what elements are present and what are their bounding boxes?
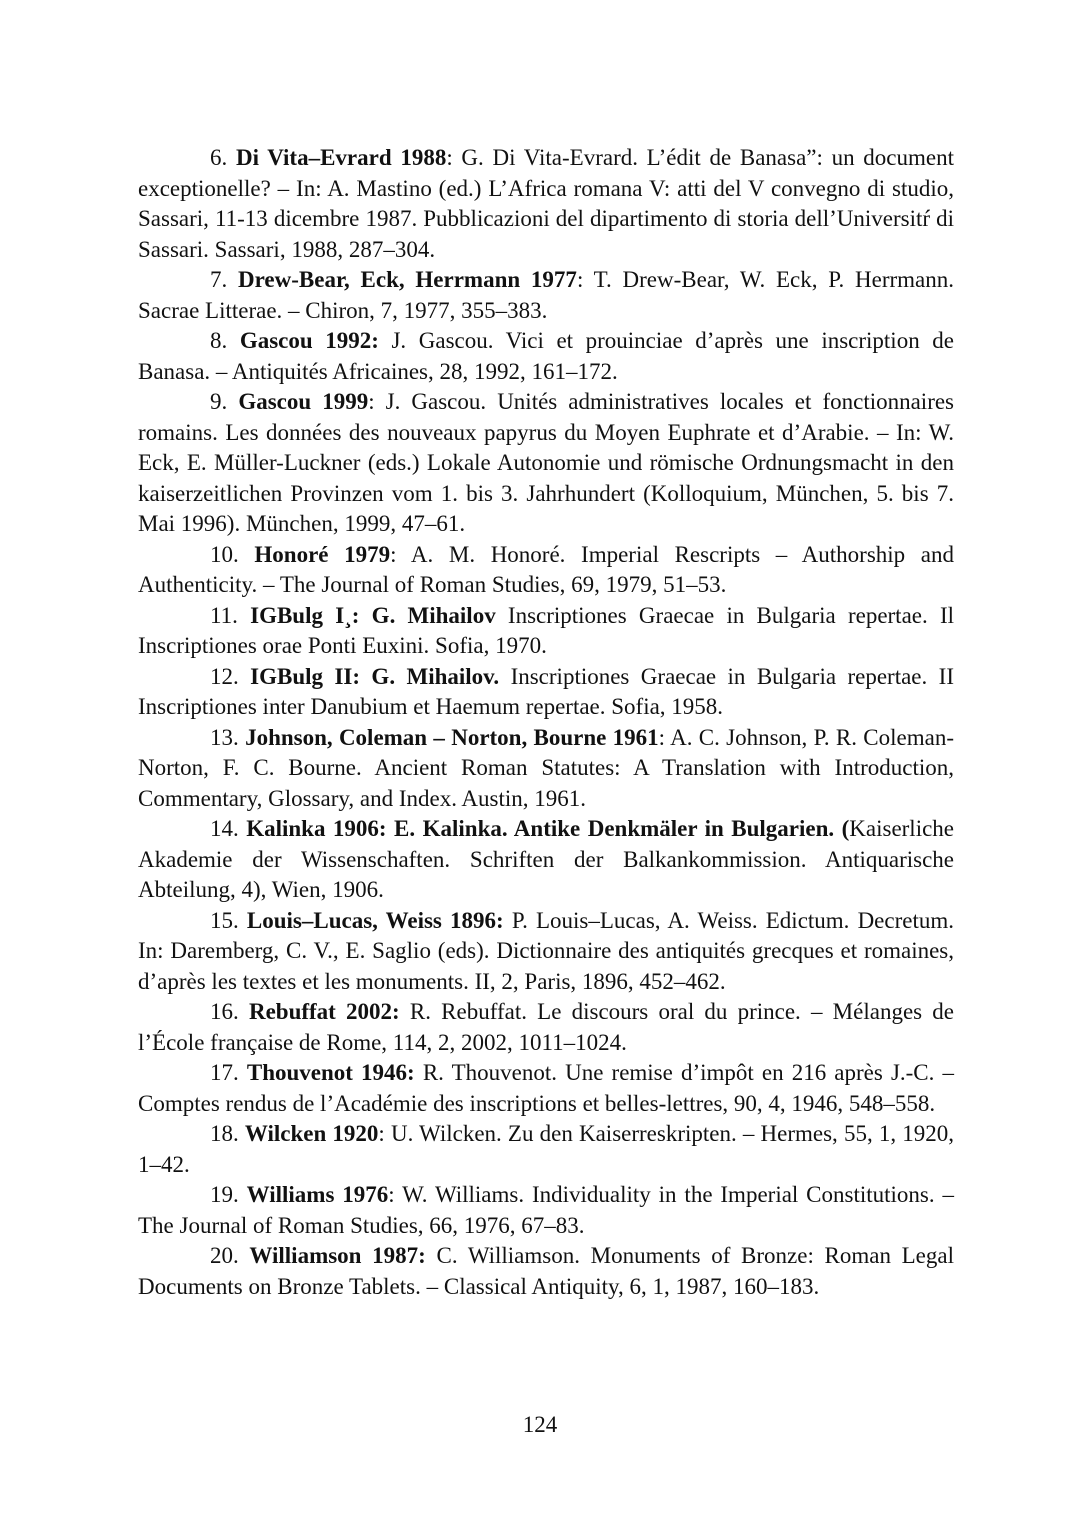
reference-entry: 17. Thouvenot 1946: R. Thouvenot. Une remise d’impôt en 216 après J.-C. – Comptes rendus de l’Académie des inscriptions et belles-lettres, 90, 4, 1946, 548–558.	[138, 1060, 955, 1116]
reference-key: Thouvenot 1946:	[246, 1060, 415, 1085]
reference-entry: 12. IGBulg II: G. Mihailov. Inscriptiones Graecae in Bulgaria repertae. II Inscriptiones inter Danubium et Haemum repertae. Sofia, 1958.	[138, 663, 954, 719]
reference-entry: 19. Williams 1976: W. Williams. Individuality in the Imperial Constitutions. – The Journal of Roman Studies, 66, 1976, 67–83.	[138, 1182, 955, 1238]
reference-entry: 9. Gascou 1999: J. Gascou. Unités administratives locales et fonctionnaires romains. Les données des nouveaux papyrus du Moyen Euphrate et d’Arabie. – In: W. Eck, E. Müller-Luckner (eds.) Lokale Autonomie und römische Ordnungsmacht in den kaiserzeitlichen Provinzen vom 1. bis 3. Jahrhundert (Kolloquium, München, 5. bis 7. Mai 1996). München, 1999, 47–61.	[138, 389, 955, 536]
reference-key: Rebuffat 2002:	[248, 999, 400, 1024]
reference-entry: 6. Di Vita–Evrard 1988: G. Di Vita-Evrard. L’édit de Banasa”: un document exceptionelle? – In: A. Mastino (ed.) L’Africa romana V: atti del V convegno di studio, Sassari, 11-13 dicembre 1987. Pubblicazioni del dipartimento di storia dell’Universitŕ di Sassari. Sassari, 1988, 287–304.	[138, 145, 955, 262]
reference-entry: 7. Drew-Bear, Eck, Herrmann 1977: T. Drew-Bear, W. Eck, P. Herrmann. Sacrae Litterae. – Chiron, 7, 1977, 355–383.	[138, 267, 954, 323]
reference-key: Gascou 1992:	[239, 328, 379, 353]
reference-key: Honoré 1979	[254, 541, 391, 567]
reference-key: Wilcken 1920	[244, 1121, 379, 1146]
reference-key: Johnson, Coleman – Norton, Bourne 1961	[245, 724, 659, 750]
reference-entry: 18. Wilcken 1920: U. Wilcken. Zu den Kaiserreskripten. – Hermes, 55, 1, 1920, 1–42.	[138, 1121, 954, 1177]
reference-entry: 14. Kalinka 1906: E. Kalinka. Antike Denkmäler in Bulgarien. (Kaiserliche Akademie der Wissenschaften. Schriften der Balkankommission. Antiquarische Abteilung, 4), Wien, 1906.	[138, 816, 955, 902]
reference-key: Williams 1976	[246, 1182, 389, 1207]
reference-entry: 11. IGBulg I¸: G. Mihailov Inscriptiones Graecae in Bulgaria repertae. Il Inscriptiones orae Ponti Euxini. Sofia, 1970.	[138, 602, 954, 658]
reference-key: IGBulg I¸: G. Mihailov	[250, 602, 496, 628]
reference-entry: 16. Rebuffat 2002: R. Rebuffat. Le discours oral du prince. – Mélanges de l’École française de Rome, 114, 2, 2002, 1011–1024.	[138, 999, 954, 1055]
reference-key: IGBulg II: G. Mihailov.	[250, 663, 500, 689]
reference-entry: 8. Gascou 1992: J. Gascou. Vici et prouinciae d’après une inscription de Banasa. – Antiquités Africaines, 28, 1992, 161–172.	[138, 328, 954, 384]
page-number: 124	[522, 1412, 558, 1437]
reference-entry: 10. Honoré 1979: A. M. Honoré. Imperial Rescripts – Authorship and Authenticity. – The Journal of Roman Studies, 69, 1979, 51–53.	[138, 541, 955, 597]
reference-entry: 13. Johnson, Coleman – Norton, Bourne 1961: A. C. Johnson, P. R. Coleman-Norton, F. C. Bourne. Ancient Roman Statutes: A Translation with Introduction, Commentary, Glossary, and Index. Austin, 1961.	[138, 724, 954, 811]
reference-key: Williamson 1987:	[249, 1243, 426, 1268]
bibliography-list	[138, 143, 954, 1302]
reference-entry: 15. Louis–Lucas, Weiss 1896: P. Louis–Lucas, A. Weiss. Edictum. Decretum. In: Daremberg, C. V., E. Saglio (eds). Dictionnaire des antiquités grecques et romaines, d’après les textes et les monuments. II, 2, Paris, 1896, 452–462.	[138, 907, 954, 994]
reference-key: Gascou 1999	[238, 389, 369, 414]
reference-key: Kalinka 1906: E. Kalinka. Antike Denkmäler in Bulgarien. (	[246, 816, 850, 841]
reference-key: Di Vita–Evrard 1988	[235, 145, 447, 170]
reference-key: Drew-Bear, Eck, Herrmann 1977	[238, 267, 577, 292]
reference-entry: 20. Williamson 1987: C. Williamson. Monuments of Bronze: Roman Legal Documents on Bronze Tablets. – Classical Antiquity, 6, 1, 1987, 160–183.	[138, 1243, 954, 1299]
reference-key: Louis–Lucas, Weiss 1896:	[246, 907, 504, 933]
